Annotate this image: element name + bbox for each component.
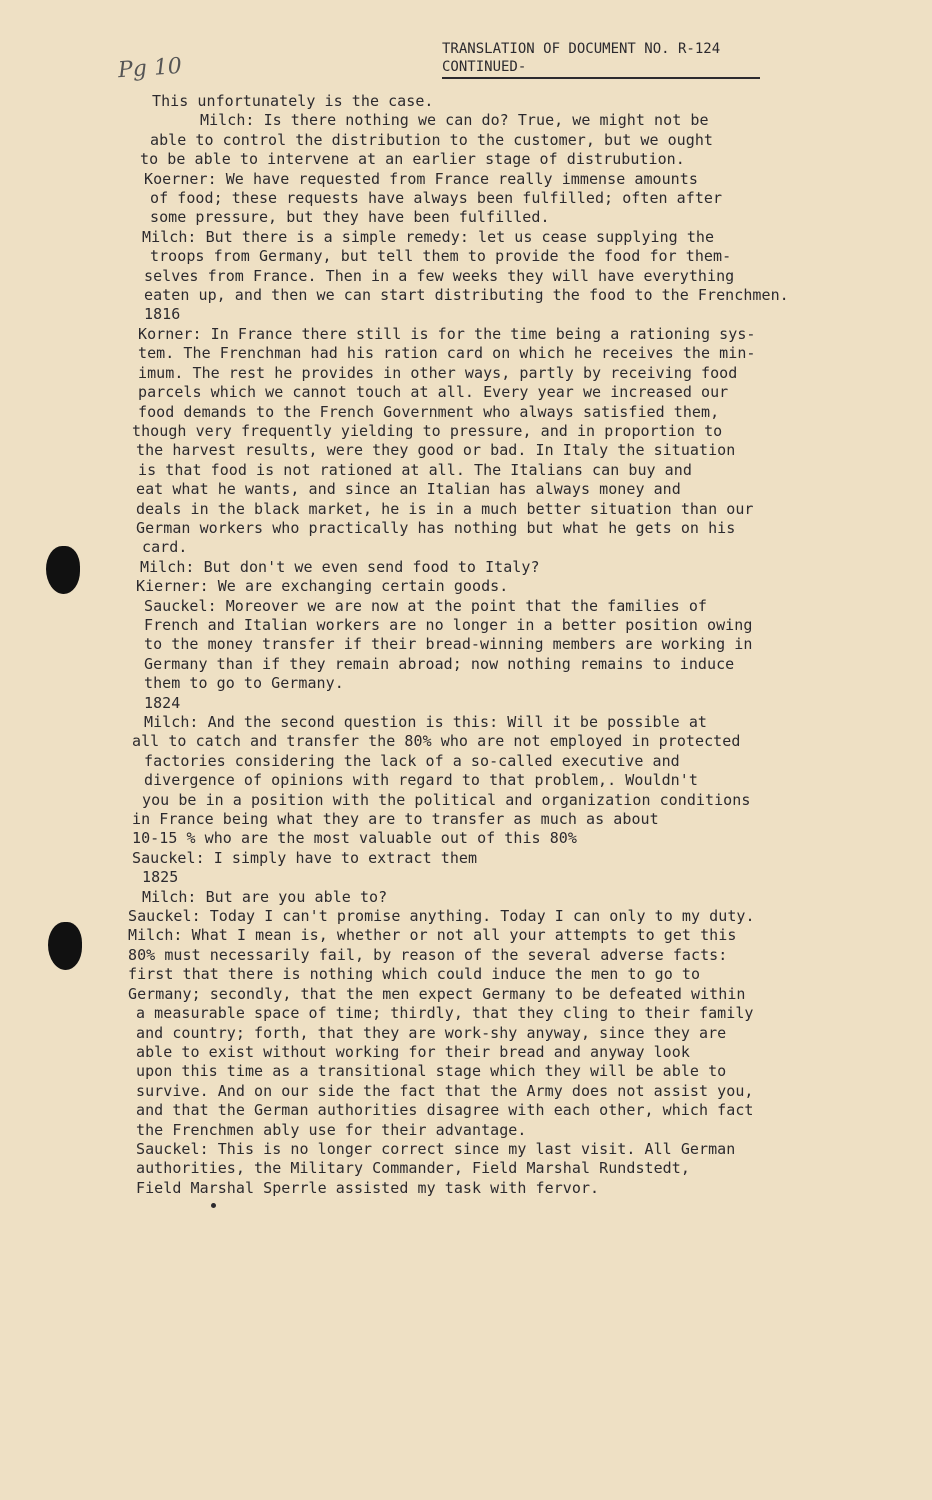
section-number: 1824 [144, 693, 181, 712]
text-line: upon this time as a transitional stage which they will be able to [136, 1062, 727, 1081]
text-line: a measurable space of time; thirdly, that they cling to their family [136, 1004, 754, 1023]
text-line: troops from Germany, but tell them to provide the food for them- [150, 247, 732, 266]
text-line: able to control the distribution to the customer, but we ought [150, 130, 714, 149]
document-body [128, 92, 818, 1198]
text-line: This unfortunately is the case. [152, 92, 434, 110]
text-line: Milch: What I mean is, whether or not all your attempts to get this [128, 926, 737, 945]
text-line: 80% must necessarily fail, by reason of the several adverse facts: [128, 945, 728, 964]
document-subtitle: CONTINUED- [442, 59, 527, 75]
text-line: authorities, the Military Commander, Field Marshal Rundstedt, [136, 1159, 690, 1178]
text-line: able to exist without working for their bread and anyway look [136, 1042, 690, 1061]
text-line: Milch: Is there nothing we can do? True, we might not be [200, 111, 709, 130]
ink-dot [211, 1203, 216, 1208]
text-line: to be able to intervene at an earlier stage of distrubution. [140, 150, 685, 169]
text-line: in France being what they are to transfer as much as about [132, 810, 659, 829]
page-number-handwritten: Pg 10 [117, 53, 183, 84]
text-line: parcels which we cannot touch at all. Every year we increased our [138, 383, 729, 402]
text-line: though very frequently yielding to pressure, and in proportion to [132, 421, 723, 440]
text-line: some pressure, but they have been fulfilled. [150, 208, 550, 227]
text-line: first that there is nothing which could induce the men to go to [128, 965, 701, 984]
text-line: Kierner: We are exchanging certain goods. [136, 577, 509, 596]
text-line: deals in the black market, he is in a much better situation than our [136, 499, 754, 518]
text-line: German workers who practically has nothing but what he gets on his [136, 518, 736, 537]
text-line: Field Marshal Sperrle assisted my task with fervor. [136, 1178, 600, 1197]
header-rule [442, 77, 760, 79]
text-line: them to go to Germany. [144, 674, 344, 693]
text-line: Milch: But don't we even send food to Italy? [140, 557, 540, 576]
text-line: and country; forth, that they are work-shy anyway, since they are [136, 1023, 727, 1042]
text-line: Koerner: We have requested from France really immense amounts [144, 169, 698, 188]
text-line: Sauckel: Moreover we are now at the point that the families of [144, 596, 708, 615]
text-line: French and Italian workers are no longer in a better position owing [144, 615, 753, 634]
text-line: to the money transfer if their bread-winning members are working in [144, 635, 753, 654]
punch-hole-lower [48, 922, 82, 970]
text-line: Germany than if they remain abroad; now nothing remains to induce [144, 654, 735, 673]
section-number: 1816 [144, 305, 181, 324]
text-line: eat what he wants, and since an Italian has always money and [136, 480, 681, 499]
text-line: Sauckel: This is no longer correct since my last visit. All German [136, 1139, 736, 1158]
text-line: card. [142, 538, 188, 557]
text-line: food demands to the French Government who always satisfied them, [138, 402, 720, 421]
text-line: Milch: And the second question is this: Will it be possible at [144, 713, 708, 731]
text-line: Korner: In France there still is for the time being a rationing sys- [138, 324, 756, 343]
text-line: Sauckel: I simply have to extract them [132, 848, 478, 867]
text-line: 10-15 % who are the most valuable out of this 80% [132, 829, 577, 848]
text-line: imum. The rest he provides in other ways, partly by receiving food [138, 363, 738, 382]
text-line: the harvest results, were they good or bad. In Italy the situation [136, 441, 736, 460]
text-line: factories considering the lack of a so-called executive and [144, 751, 680, 770]
text-line: all to catch and transfer the 80% who are not employed in protected [132, 732, 741, 751]
document-header [442, 40, 762, 79]
text-line: the Frenchmen ably use for their advantage. [136, 1120, 527, 1139]
text-line: survive. And on our side the fact that the Army does not assist you, [136, 1081, 754, 1100]
text-line: divergence of opinions with regard to that problem,. Wouldn't [144, 771, 698, 790]
text-line: selves from France. Then in a few weeks they will have everything [144, 266, 735, 285]
text-line: tem. The Frenchman had his ration card on which he receives the min- [138, 344, 756, 363]
text-line: you be in a position with the political and organization conditions [142, 790, 751, 809]
section-number: 1825 [142, 868, 179, 887]
text-line: Sauckel: Today I can't promise anything. Today I can only to my duty. [128, 907, 755, 926]
text-line: eaten up, and then we can start distributing the food to the Frenchmen. [144, 286, 789, 305]
document-title: TRANSLATION OF DOCUMENT NO. R-124 [442, 41, 721, 57]
text-line: of food; these requests have always been fulfilled; often after [150, 189, 723, 208]
text-line: and that the German authorities disagree with each other, which fact [136, 1101, 754, 1120]
punch-hole-upper [46, 546, 80, 594]
text-line: Germany; secondly, that the men expect Germany to be defeated within [128, 984, 746, 1003]
text-line: is that food is not rationed at all. The Italians can buy and [138, 460, 692, 479]
text-line: Milch: But are you able to? [142, 887, 388, 906]
text-line: Milch: But there is a simple remedy: let us cease supplying the [142, 227, 715, 246]
